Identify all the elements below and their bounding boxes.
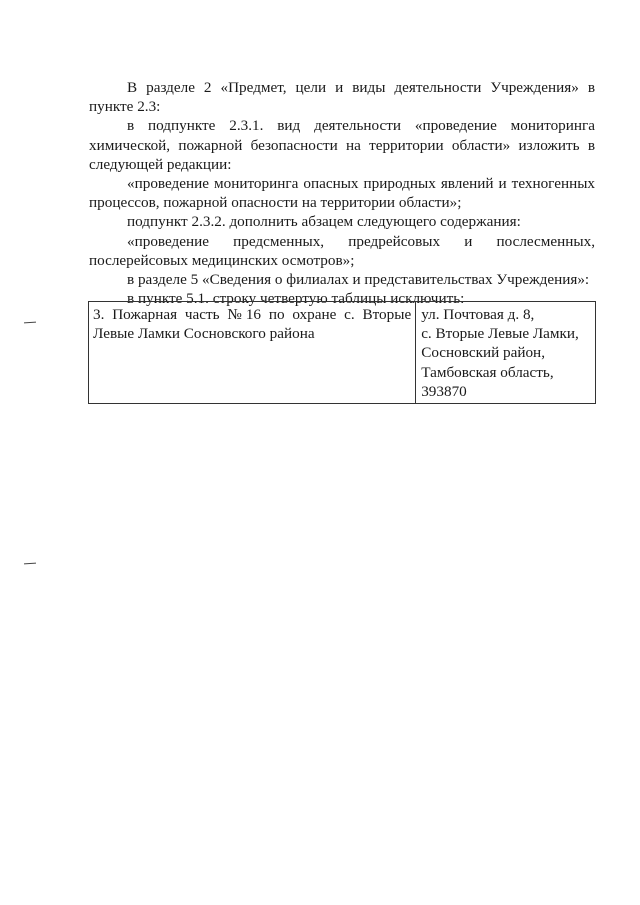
address-line: с. Вторые Левые Ламки,	[421, 325, 579, 343]
branch-address-cell	[416, 302, 596, 404]
address-line: Тамбовская область,	[421, 363, 554, 381]
address-line: 393870	[421, 382, 467, 400]
address-line: ул. Почтовая д. 8,	[421, 306, 535, 323]
document-body	[89, 78, 595, 308]
paragraph-medical-checks: «проведение предсменных, предрейсовых и послесменных, послерейсовых медицинских осмотров»;	[89, 232, 595, 269]
paragraph-subpoint-2-3-1: в подпункте 2.3.1. вид деятельности «проведение мониторинга химической, пожарной безопасности на территории области» изложить в следующей редакции:	[89, 117, 595, 173]
binding-hole-mark	[24, 322, 36, 324]
paragraph-subpoint-2-3-2: подпункт 2.3.2. дополнить абзацем следующего содержания:	[127, 213, 521, 231]
paragraph-new-wording: «проведение мониторинга опасных природных явлений и техногенных процессов, пожарной опасности на территории области»;	[89, 175, 595, 212]
branches-table	[88, 301, 596, 404]
branch-name-cell: 3. Пожарная часть №16 по охране с. Вторые Левые Ламки Сосновского района	[89, 302, 416, 404]
address-line: Сосновский район,	[421, 344, 545, 362]
paragraph-section-5: в разделе 5 «Сведения о филиалах и представительствах Учреждения»:	[127, 271, 590, 289]
paragraph-point-5-1: в пункте 5.1. строку четвертую таблицы исключить:	[127, 290, 465, 308]
binding-hole-mark	[24, 563, 36, 565]
table-row	[89, 302, 596, 404]
paragraph-section-2: В разделе 2 «Предмет, цели и виды деятельности Учреждения» в пункте 2.3:	[89, 79, 595, 116]
